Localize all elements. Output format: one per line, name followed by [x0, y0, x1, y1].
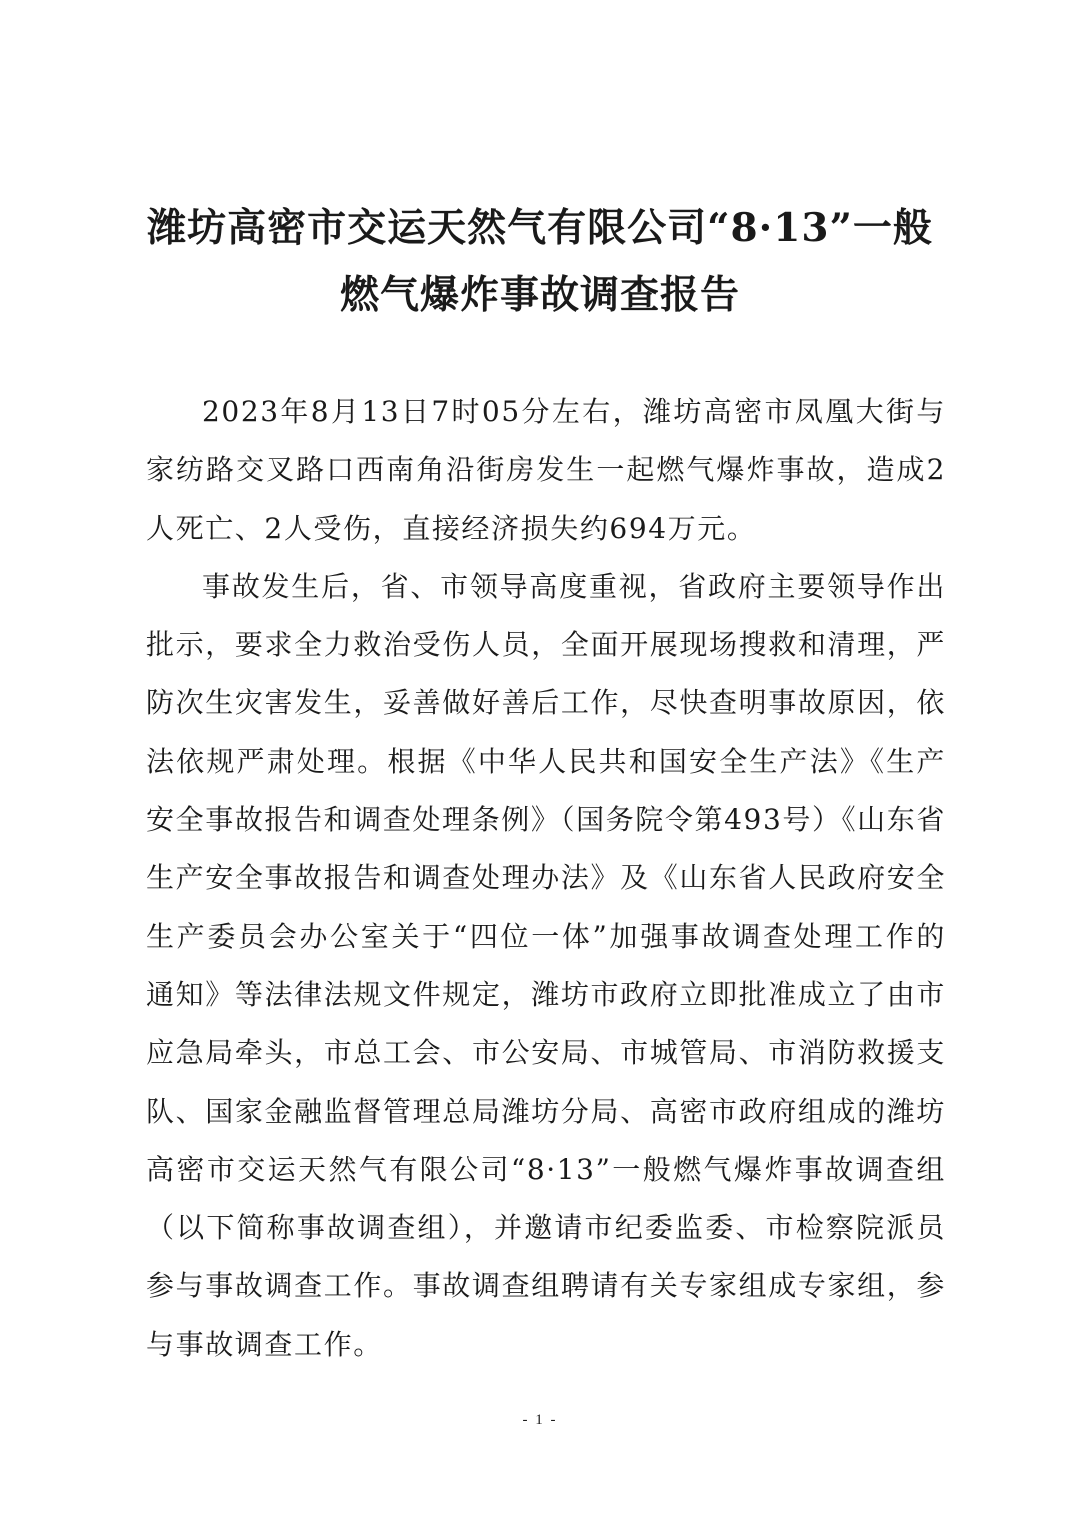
paragraph-investigation-setup: 事故发生后，省、市领导高度重视，省政府主要领导作出批示，要求全力救治受伤人员，全面开展现场搜救和清理，严防次生灾害发生，妥善做好善后工作，尽快查明事故原因，依法依规严肃处理。根据《中华人民共和国安全生产法》《生产安全事故报告和调查处理条例》（国务院令第493号）《山东省生产安全事故报告和调查处理办法》及《山东省人民政府安全生产委员会办公室关于“四位一体”加强事故调查处理工作的通知》等法律法规文件规定，潍坊市政府立即批准成立了由市应急局牵头，市总工会、市公安局、市城管局、市消防救援支队、国家金融监督管理总局潍坊分局、高密市政府组成的潍坊高密市交运天然气有限公司“8·13”一般燃气爆炸事故调查组（以下简称事故调查组），并邀请市纪委监委、市检察院派员参与事故调查工作。事故调查组聘请有关专家组成专家组，参与事故调查工作。 [146, 569, 946, 1361]
paragraph-accident-summary: 2023年8月13日7时05分左右，潍坊高密市凤凰大街与家纺路交叉路口西南角沿街房发生一起燃气爆炸事故，造成2人死亡、2人受伤，直接经济损失约694万元。 [146, 395, 946, 545]
report-body [146, 383, 946, 1374]
report-title-line-1: 潍坊高密市交运天然气有限公司“8·13”一般 [147, 205, 933, 251]
page-number: - 1 - [522, 1412, 558, 1428]
report-title-line-2: 燃气爆炸事故调查报告 [339, 272, 740, 318]
